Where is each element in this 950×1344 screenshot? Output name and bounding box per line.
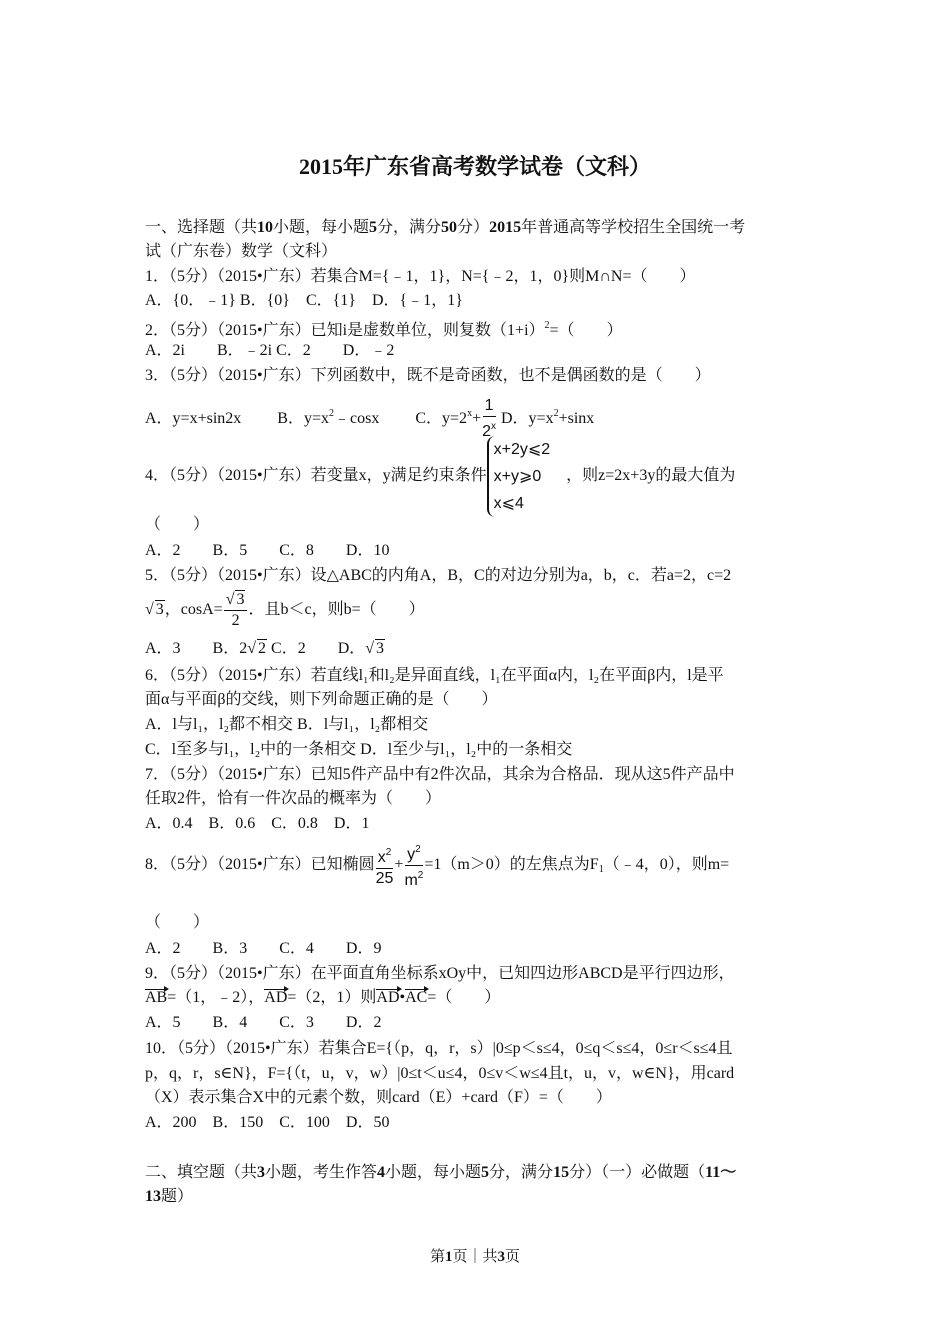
- question-5-stem-line2: √ 3，cosA= $\frac{√ 3}{2}$ ．且b＜c，则b=（ ）: [145, 591, 425, 629]
- question-4-options: A．2 B．5 C．8 D．10: [145, 542, 390, 559]
- question-10-stem: 10．（5分）（2015•广东）若集合E={（p，q，r，s）|0≤p＜s≤4，0≤q＜s≤4，0≤r＜s≤4且: [145, 1040, 733, 1057]
- question-1-stem: 1．（5分）（2015•广东）若集合M={﹣1，1}，N={﹣2，1，0}则M∩N=（ ）: [145, 268, 696, 285]
- question-5-stem: 5．（5分）（2015•广东）设△ABC的内角A，B，C的对边分别为a，b，c．若a=2，c=2: [145, 567, 732, 584]
- question-10-stem-line2: p，q，r，s∈N}，F={（t，u，v，w）|0≤t＜u≤4，0≤v＜w≤4且t，u，v，w∈N}，用card: [145, 1065, 735, 1082]
- question-7-options: A．0.4 B．0.6 C．0.8 D．1: [145, 815, 370, 832]
- question-6-options-1: A．l与l₁，l₂都不相交 B．l与l₁，l₂都相交: [145, 716, 429, 733]
- question-10-options: A．200 B．150 C．100 D．50: [145, 1114, 390, 1131]
- constraint-system: x+2y⩽2 x+y⩾0 x⩽4: [487, 436, 551, 517]
- question-4-paren: （ ）: [145, 516, 210, 533]
- question-6-stem-line2: 面α与平面β的交线，则下列命题正确的是（ ）: [145, 691, 498, 708]
- question-2-stem: 2．（5分）（2015•广东）已知i是虚数单位，则复数$(1+i)^2=$（ ）: [145, 320, 623, 339]
- question-6-options-2: C．l至多与l₁，l₂中的一条相交 D．l至少与l₁，l₂中的一条相交: [145, 741, 573, 758]
- question-5-options: A．3 B．2√ 2 C．2 D．√ 3: [145, 640, 385, 657]
- question-7-stem: 7．（5分）（2015•广东）已知5件产品中有2件次品，其余为合格品．现从这5件产品中: [145, 766, 735, 783]
- section-heading-fill: 二、填空题（共3小题，考生作答4小题，每小题5分，满分15分）（一）必做题（11～: [145, 1164, 737, 1181]
- question-10-stem-line3: （X）表示集合X中的元素个数，则card（E）+card（F）=（ ）: [145, 1089, 612, 1106]
- page-footer: 第1页｜共3页: [429, 1249, 521, 1265]
- question-2-options: A．2i B．﹣2i C．2 D．﹣2: [145, 342, 395, 359]
- question-8-options: A．2 B．3 C．4 D．9: [145, 940, 382, 957]
- question-9-options: A．5 B．4 C．3 D．2: [145, 1014, 382, 1031]
- question-1-options: A．{0．﹣1} B．{0} C．{1} D．{﹣1，1}: [145, 292, 463, 309]
- question-7-stem-line2: 任取2件，恰有一件次品的概率为（ ）: [145, 790, 442, 807]
- section-heading-choice: 一、选择题（共10小题，每小题5分，满分50分）2015年普通高等学校招生全国统一考: [145, 219, 746, 236]
- question-9-stem-line2: AB=（1，﹣2），AD=（2，1）则AD•AC=（ ）: [145, 989, 501, 1006]
- page-title: 2015年广东省高考数学试卷（文科）: [298, 154, 651, 179]
- section-heading-line2: 试（广东卷）数学（文科）: [145, 243, 338, 260]
- question-9-stem: 9．（5分）（2015•广东）在平面直角坐标系xOy中，已知四边形ABCD是平行四边形，: [145, 965, 735, 982]
- question-3-stem: 3．（5分）（2015•广东）下列函数中，既不是奇函数，也不是偶函数的是（ ）: [145, 367, 711, 384]
- question-8-paren: （ ）: [145, 914, 210, 931]
- question-3-options: A．y=x+sin2x B．$y=x^2﹣\cos x$ C．$y=2^x+$ $\frac{1}{2^x}$ D．$y=x^2+\sin x$: [145, 397, 595, 441]
- question-6-stem: 6．（5分）（2015•广东）若直线l₁和l₂是异面直线，l₁在平面α内，l₂在平面β内，l是平: [145, 667, 724, 684]
- question-8-stem: 8．（5分）（2015•广东）已知椭圆 $\frac{x^2}{25}$ + $\frac{y^2}{m^2}$ =1（m＞0）的左焦点为$F_1(﹣4$，0），则m=: [145, 840, 729, 895]
- question-4-stem: 4．（5分）（2015•广东）若变量x，y满足约束条件 x+2y⩽2 x+y⩾0 x⩽4 ，则z=2x+3y的最大值为: [145, 435, 735, 517]
- section-heading-fill-line2: 13题）: [145, 1188, 194, 1205]
